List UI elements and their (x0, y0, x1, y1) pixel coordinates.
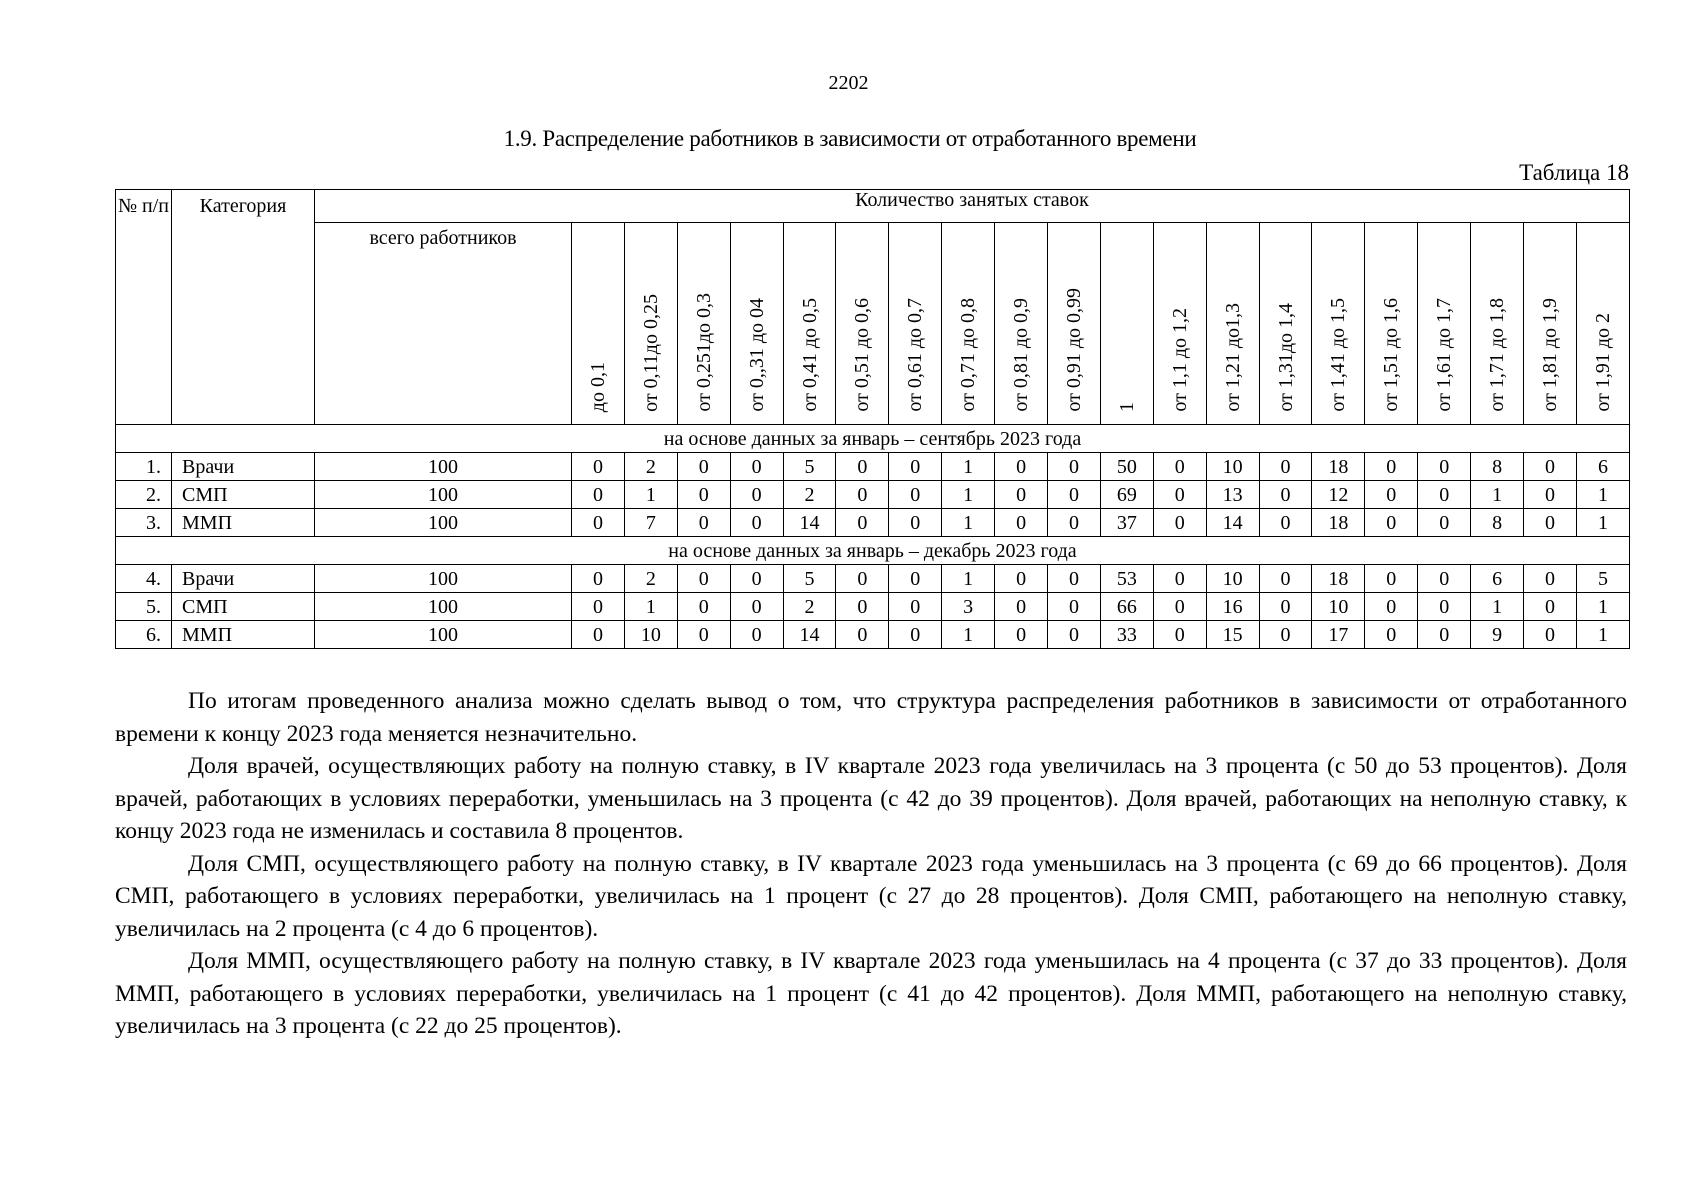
row-value: 13 (1206, 481, 1259, 509)
row-value: 0 (995, 481, 1048, 509)
row-value: 0 (572, 453, 625, 481)
col-header-rate-label: от 0,91 до 0,99 (1062, 288, 1085, 412)
row-category: ММП (172, 621, 315, 649)
row-value: 69 (1100, 481, 1153, 509)
row-value: 0 (889, 453, 942, 481)
row-value: 12 (1312, 481, 1365, 509)
row-value: 0 (1259, 481, 1312, 509)
col-header-rate-label: до 0,1 (586, 361, 609, 412)
row-value: 0 (995, 565, 1048, 593)
group-header-rates: Количество занятых ставок (315, 190, 1630, 223)
col-header-rate-label: от 0,81 до 0,9 (1010, 298, 1033, 412)
col-header-rate (1365, 223, 1418, 425)
row-value: 0 (1524, 481, 1577, 509)
page-number: 2202 (828, 72, 869, 94)
row-category: Врачи (172, 565, 315, 593)
col-header-rate (1206, 223, 1259, 425)
col-header-rate-label: от 1,81 до 1,9 (1538, 298, 1561, 412)
row-value: 6 (1576, 453, 1629, 481)
row-number: 5. (116, 593, 172, 621)
row-value: 0 (1153, 453, 1206, 481)
col-header-rate-label: от 1,71 до 1,8 (1486, 298, 1509, 412)
row-value: 0 (1153, 621, 1206, 649)
row-number: 2. (116, 481, 172, 509)
row-value: 0 (836, 453, 889, 481)
col-header-rate-label: от 0,51 до 0,6 (851, 298, 874, 412)
analysis-text (115, 685, 1627, 1043)
row-value: 18 (1312, 453, 1365, 481)
row-value: 0 (1048, 593, 1101, 621)
row-value: 0 (836, 509, 889, 537)
row-value: 18 (1312, 565, 1365, 593)
row-value: 0 (1418, 453, 1471, 481)
row-category: Врачи (172, 453, 315, 481)
row-value: 0 (1153, 593, 1206, 621)
col-header-rate (1418, 223, 1471, 425)
row-value: 0 (1524, 509, 1577, 537)
row-value: 0 (1365, 565, 1418, 593)
col-header-rate (995, 223, 1048, 425)
col-header-rate-label: от 1,21 до1,3 (1221, 303, 1244, 412)
row-value: 0 (1418, 565, 1471, 593)
row-value: 10 (1312, 593, 1365, 621)
row-value: 0 (1365, 593, 1418, 621)
row-number: 3. (116, 509, 172, 537)
row-value: 1 (942, 481, 995, 509)
row-value: 1 (1576, 621, 1629, 649)
row-value: 0 (677, 509, 730, 537)
row-value: 0 (836, 481, 889, 509)
col-header-rate-label: от 0,251до 0,3 (692, 293, 715, 412)
row-value: 5 (1576, 565, 1629, 593)
row-value: 0 (1418, 481, 1471, 509)
col-header-rate-label: от 1,91 до 2 (1591, 313, 1614, 412)
row-total: 100 (315, 565, 572, 593)
row-value: 0 (730, 453, 783, 481)
col-header-rate-label: от 1,51 до 1,6 (1380, 298, 1403, 412)
row-value: 0 (572, 509, 625, 537)
row-value: 0 (730, 621, 783, 649)
row-value: 0 (889, 481, 942, 509)
row-value: 5 (783, 565, 836, 593)
row-value: 0 (730, 565, 783, 593)
row-value: 10 (1206, 453, 1259, 481)
row-category: СМП (172, 593, 315, 621)
col-header-rate (836, 223, 889, 425)
row-value: 0 (1048, 565, 1101, 593)
row-value: 0 (1153, 481, 1206, 509)
paragraph: Доля врачей, осуществляющих работу на полную ставку, в IV квартале 2023 года увеличилась на 3 процента (с 50 до 53 процентов). Доля врачей, работающих в условиях переработки, уменьшилась на 3 процента (с 42 до 39 процентов). Доля врачей, работающих на неполную ставку, к концу 2023 года не изменилась и составила 8 процентов. (115, 753, 1627, 844)
row-category: СМП (172, 481, 315, 509)
period-label: на основе данных за январь – декабрь 2023 года (116, 537, 1630, 565)
row-value: 6 (1471, 565, 1524, 593)
col-header-rate (1048, 223, 1101, 425)
row-value: 0 (1153, 509, 1206, 537)
col-header-rate (1153, 223, 1206, 425)
row-value: 0 (572, 481, 625, 509)
row-number: 6. (116, 621, 172, 649)
paragraph: Доля СМП, осуществляющего работу на полную ставку, в IV квартале 2023 года уменьшилась на 3 процента (с 69 до 66 процентов). Доля СМП, работающего в условиях переработки, увеличилась на 1 процент (с 27 до 28 процентов). Доля СМП, работающего на неполную ставку, увеличилась на 2 процента (с 4 до 6 процентов). (115, 850, 1627, 942)
row-value: 37 (1100, 509, 1153, 537)
row-value: 0 (677, 565, 730, 593)
table-row (116, 509, 1630, 537)
row-value: 0 (730, 509, 783, 537)
row-value: 15 (1206, 621, 1259, 649)
col-header-total: всего работников (315, 223, 572, 425)
row-value: 0 (995, 453, 1048, 481)
row-value: 8 (1471, 453, 1524, 481)
col-header-rate-label: от 0,61 до 0,7 (904, 298, 927, 412)
row-value: 7 (624, 509, 677, 537)
row-value: 0 (677, 481, 730, 509)
row-value: 5 (783, 453, 836, 481)
row-value: 2 (624, 565, 677, 593)
row-value: 0 (730, 593, 783, 621)
row-value: 0 (889, 621, 942, 649)
row-value: 0 (1524, 593, 1577, 621)
col-header-rate (624, 223, 677, 425)
col-header-num: № п/п (116, 190, 172, 425)
col-header-rate-label: от 1,61 до 1,7 (1433, 298, 1456, 412)
row-value: 0 (995, 593, 1048, 621)
row-value: 0 (1048, 509, 1101, 537)
row-value: 53 (1100, 565, 1153, 593)
row-value: 1 (1576, 593, 1629, 621)
col-header-rate (1259, 223, 1312, 425)
row-value: 1 (942, 509, 995, 537)
row-value: 0 (677, 621, 730, 649)
row-value: 10 (1206, 565, 1259, 593)
row-value: 0 (1418, 593, 1471, 621)
table-row (116, 481, 1630, 509)
row-value: 17 (1312, 621, 1365, 649)
row-number: 4. (116, 565, 172, 593)
row-value: 0 (1524, 565, 1577, 593)
col-header-category: Категория (172, 190, 315, 425)
col-header-rate-label: от 0,,31 до 04 (745, 298, 768, 412)
row-value: 0 (1365, 453, 1418, 481)
table-body (116, 425, 1630, 649)
table-row (116, 621, 1630, 649)
row-value: 0 (1259, 565, 1312, 593)
paragraph: Доля ММП, осуществляющего работу на полную ставку, в IV квартале 2023 года уменьшилась на 4 процента (с 37 до 33 процентов). Доля ММП, работающего в условиях переработки, увеличилась на 1 процент (с 41 до 42 процентов). Доля ММП, работающего на неполную ставку, увеличилась на 3 процента (с 22 до 25 процентов). (115, 948, 1627, 1039)
row-value: 0 (836, 621, 889, 649)
col-header-rate (783, 223, 836, 425)
row-total: 100 (315, 509, 572, 537)
table-label: Таблица 18 (1519, 160, 1629, 185)
row-value: 0 (995, 509, 1048, 537)
row-value: 0 (572, 593, 625, 621)
row-value: 0 (1365, 481, 1418, 509)
table-row (116, 593, 1630, 621)
row-value: 0 (1259, 621, 1312, 649)
row-value: 0 (1259, 593, 1312, 621)
row-value: 0 (730, 481, 783, 509)
row-value: 9 (1471, 621, 1524, 649)
row-value: 0 (1259, 509, 1312, 537)
row-total: 100 (315, 481, 572, 509)
row-value: 0 (889, 565, 942, 593)
row-value: 8 (1471, 509, 1524, 537)
col-header-rate (1100, 223, 1153, 425)
row-value: 0 (1153, 565, 1206, 593)
row-value: 2 (783, 593, 836, 621)
row-value: 1 (942, 565, 995, 593)
period-label: на основе данных за январь – сентябрь 2023 года (116, 425, 1630, 453)
row-value: 0 (1418, 621, 1471, 649)
col-header-rate-label: от 1,1 до 1,2 (1168, 308, 1191, 412)
row-value: 2 (783, 481, 836, 509)
period-row (116, 537, 1630, 565)
row-category: ММП (172, 509, 315, 537)
row-value: 0 (1524, 621, 1577, 649)
row-value: 1 (624, 593, 677, 621)
row-value: 18 (1312, 509, 1365, 537)
col-header-rate-label: от 1,41 до 1,5 (1327, 298, 1350, 412)
row-value: 0 (1048, 481, 1101, 509)
row-total: 100 (315, 453, 572, 481)
col-header-rate (572, 223, 625, 425)
row-value: 1 (624, 481, 677, 509)
row-value: 0 (889, 593, 942, 621)
row-value: 1 (1471, 593, 1524, 621)
col-header-rate (1471, 223, 1524, 425)
row-value: 14 (783, 621, 836, 649)
col-header-rate (1312, 223, 1365, 425)
row-value: 0 (572, 565, 625, 593)
row-value: 66 (1100, 593, 1153, 621)
section-title: 1.9. Распределение работников в зависимости от отработанного времени (503, 126, 1197, 151)
row-value: 3 (942, 593, 995, 621)
row-value: 1 (1471, 481, 1524, 509)
row-total: 100 (315, 621, 572, 649)
row-value: 0 (1048, 453, 1101, 481)
row-value: 14 (1206, 509, 1259, 537)
row-value: 0 (677, 453, 730, 481)
col-header-rate-label: от 0,41 до 0,5 (798, 298, 821, 412)
col-header-rate (889, 223, 942, 425)
row-value: 1 (942, 621, 995, 649)
row-value: 0 (1418, 509, 1471, 537)
row-value: 1 (1576, 481, 1629, 509)
col-header-rate-label: от 0,11до 0,25 (639, 294, 662, 412)
row-value: 0 (836, 593, 889, 621)
row-value: 0 (1524, 453, 1577, 481)
col-header-rate (942, 223, 995, 425)
period-row (116, 425, 1630, 453)
row-value: 16 (1206, 593, 1259, 621)
row-value: 10 (624, 621, 677, 649)
row-value: 0 (677, 593, 730, 621)
col-header-rate (677, 223, 730, 425)
row-value: 0 (995, 621, 1048, 649)
col-header-rate-label: 1 (1115, 402, 1138, 412)
col-header-rate (730, 223, 783, 425)
row-value: 50 (1100, 453, 1153, 481)
row-value: 0 (1365, 621, 1418, 649)
col-header-rate-label: от 0,71 до 0,8 (957, 298, 980, 412)
row-value: 0 (572, 621, 625, 649)
row-value: 14 (783, 509, 836, 537)
row-value: 0 (1259, 453, 1312, 481)
col-header-rate-label: от 1,31до 1,4 (1274, 303, 1297, 412)
table-row (116, 565, 1630, 593)
table-row (116, 453, 1630, 481)
row-value: 33 (1100, 621, 1153, 649)
row-number: 1. (116, 453, 172, 481)
row-value: 0 (889, 509, 942, 537)
paragraph: По итогам проведенного анализа можно сделать вывод о том, что структура распределения работников в зависимости от отработанного времени к концу 2023 года меняется незначительно. (115, 688, 1627, 747)
row-value: 0 (836, 565, 889, 593)
row-value: 2 (624, 453, 677, 481)
row-total: 100 (315, 593, 572, 621)
row-value: 1 (942, 453, 995, 481)
row-value: 1 (1576, 509, 1629, 537)
col-header-rate (1576, 223, 1629, 425)
col-header-rate (1524, 223, 1577, 425)
distribution-table (115, 189, 1630, 649)
row-value: 0 (1365, 509, 1418, 537)
row-value: 0 (1048, 621, 1101, 649)
